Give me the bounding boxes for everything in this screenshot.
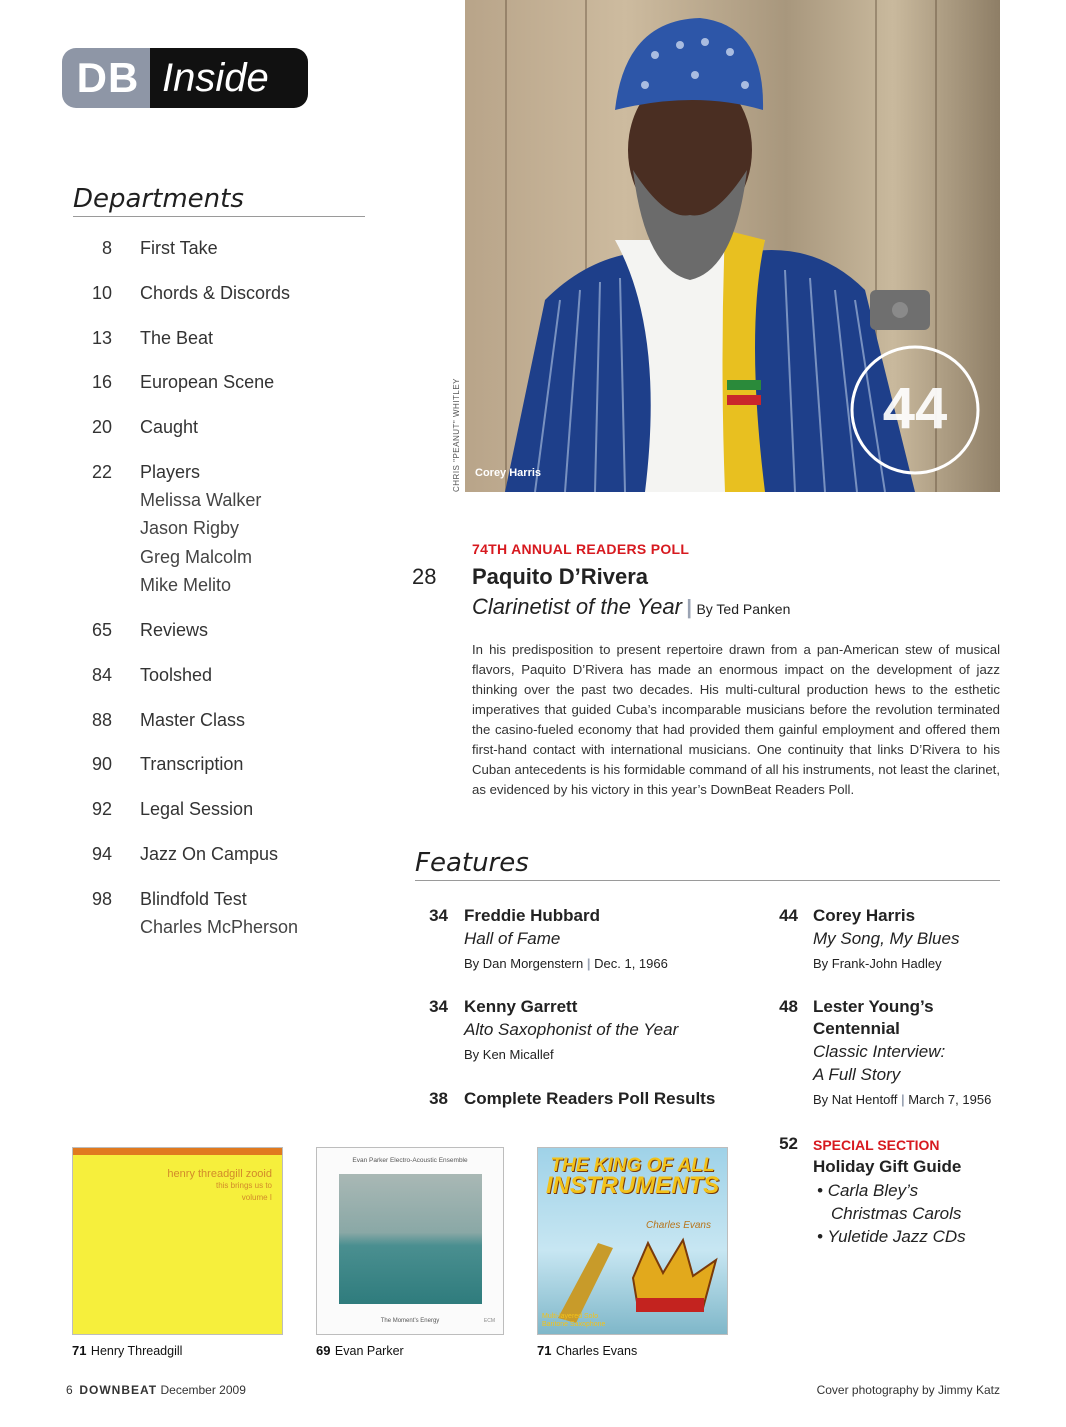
department-page-number: 88	[91, 709, 112, 730]
department-title: The Beat	[140, 327, 214, 348]
poll-page-number[interactable]: 28	[412, 564, 437, 589]
department-subitem: Jason Rigby	[140, 518, 240, 539]
magazine-name: DOWNBEAT	[79, 1383, 158, 1397]
page-badge[interactable]: 44	[882, 376, 948, 441]
department-page-number: 90	[91, 754, 112, 775]
department-subitem: Melissa Walker	[140, 490, 262, 510]
department-page-number: 8	[101, 238, 112, 258]
issue-date: December 2009	[160, 1383, 246, 1397]
department-page-number: 92	[91, 799, 112, 820]
album-cover-henry-threadgill[interactable]: henry threadgill zooid this brings us to volume I	[72, 1147, 283, 1335]
page-number: 6	[66, 1383, 73, 1397]
department-page-number: 94	[91, 844, 112, 864]
department-title: First Take	[140, 238, 218, 258]
department-title: Chords & Discords	[140, 282, 291, 303]
cover-credit: Cover photography by Jimmy Katz	[816, 1383, 1000, 1397]
department-page-number: 22	[91, 462, 112, 482]
page-footer	[66, 1383, 246, 1397]
department-title: Toolshed	[140, 664, 213, 685]
department-title: Players	[140, 462, 201, 482]
album-cover-evan-parker[interactable]: Evan Parker Electro-Acoustic Ensemble The Moment’s Energy ECM	[316, 1147, 504, 1335]
department-title: Jazz On Campus	[140, 844, 279, 864]
departments-heading: Departments	[73, 184, 365, 217]
photo-credit: CHRIS "PEANUT" WHITLEY	[452, 377, 461, 492]
department-title: European Scene	[140, 372, 275, 393]
cover-caption-parker: 69 Evan Parker	[316, 1343, 404, 1358]
poll-subtitle: Clarinetist of the Year	[472, 594, 682, 619]
poll-title[interactable]: Paquito D’Rivera	[472, 564, 649, 589]
db-inside-logo	[62, 48, 308, 108]
department-page-number: 16	[91, 372, 112, 393]
poll-kicker: 74TH ANNUAL READERS POLL	[472, 541, 690, 557]
cover-photo-corey-harris	[465, 0, 1000, 492]
department-page-number: 10	[91, 282, 112, 303]
cover-caption-evans: 71 Charles Evans	[537, 1343, 638, 1358]
logo-mark: DB	[62, 48, 154, 108]
department-title: Legal Session	[140, 799, 254, 820]
department-page-number: 84	[91, 664, 112, 685]
department-title: Transcription	[140, 754, 244, 775]
photo-caption: Corey Harris	[475, 467, 542, 479]
department-page-number: 13	[91, 327, 112, 348]
poll-subtitle-line	[472, 594, 790, 620]
department-title: Blindfold Test	[140, 888, 247, 909]
poll-body: In his predisposition to present repertoire drawn from a pan-American stew of musical flavors, Paquito D’Rivera has made an enormous impact on the development of jazz thinking over the past two decades. His multi-cultural production hews to the esthetic imperatives that guided Cuba’s incomparable musicians before the revolution terminated the casino-fueled economy that had provided them gainful employment and offered them first-hand contact with international musicians. One continuity that links D’Rivera to his Cuban antecedents is his formidable command of all his instruments, not least the clarinet, as evidenced by his victory in this year’s DownBeat Readers Poll.	[472, 642, 1000, 797]
logo-word: Inside	[150, 48, 308, 108]
poll-byline: By Ted Panken	[696, 601, 791, 617]
department-subitem: Charles McPherson	[140, 916, 299, 937]
department-title: Caught	[140, 417, 199, 438]
department-subitem: Mike Melito	[140, 574, 232, 595]
cover-caption-threadgill: 71 Henry Threadgill	[72, 1343, 183, 1358]
department-page-number: 20	[91, 417, 112, 438]
department-page-number: 65	[91, 620, 112, 640]
divider-bar: |	[686, 597, 692, 619]
album-cover-charles-evans[interactable]: THE KING OF ALL INSTRUMENTS Charles Evans Multi-layered Solo Baritone Saxophone	[537, 1147, 728, 1335]
crown-saxophone-art	[538, 1148, 728, 1335]
department-subitem: Greg Malcolm	[140, 546, 253, 567]
department-title: Master Class	[140, 709, 246, 730]
features-heading: Features	[415, 848, 1000, 881]
department-title: Reviews	[140, 620, 209, 640]
department-page-number: 98	[91, 888, 112, 909]
